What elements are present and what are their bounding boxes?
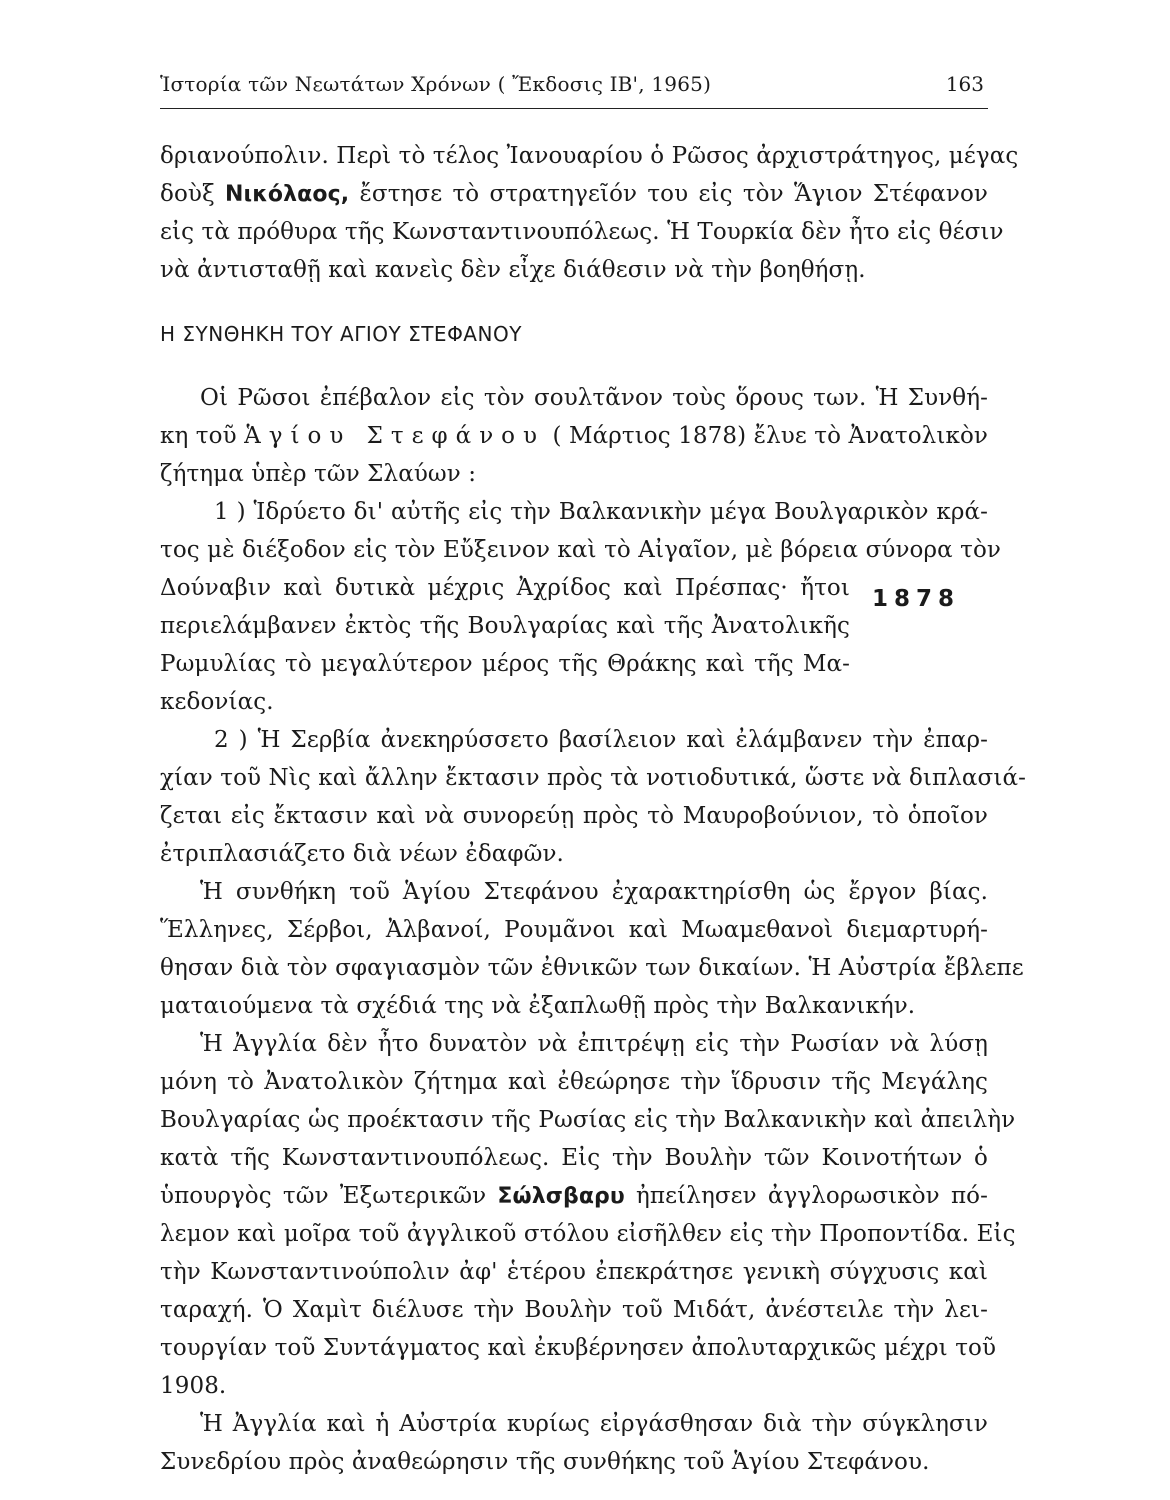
- text-line: Ἕλληνες, Σέρβοι, Ἀλβανοί, Ρουμᾶνοι καὶ Μωαμεθανοὶ διεμαρτυρή-: [160, 917, 988, 943]
- text-line: τὴν Κωνσταντινούπολιν ἀφ' ἑτέρου ἐπεκράτησε γενικὴ σύγχυσις καὶ: [160, 1259, 988, 1285]
- text-line: θησαν διὰ τὸν σφαγιασμὸν τῶν ἐθνικῶν των δικαίων. Ἡ Αὐστρία ἔβλεπε: [160, 955, 1024, 981]
- bold-name-salisbury: Σώλσβαρυ: [497, 1184, 625, 1209]
- text-line: τουργίαν τοῦ Συντάγματος καὶ ἐκυβέρνησεν ἀπολυταρχικῶς μέχρι τοῦ: [160, 1335, 997, 1361]
- text-line: Δούναβιν καὶ δυτικὰ μέχρις Ἀχρίδος καὶ Πρέσπας· ἤτοι: [160, 575, 850, 601]
- text-line: ζεται εἰς ἔκτασιν καὶ νὰ συνορεύῃ πρὸς τὸ Μαυροβούνιον, τὸ ὁποῖον: [160, 803, 988, 829]
- text-line: κη τοῦ Ἁγίου Στεφάνου ( Μάρτιος 1878) ἔλυε τὸ Ἀνατολικὸν: [160, 423, 988, 449]
- text-line: περιελάμβανεν ἐκτὸς τῆς Βουλγαρίας καὶ τῆς Ἀνατολικῆς: [160, 613, 850, 639]
- text-line: μόνη τὸ Ἀνατολικὸν ζήτημα καὶ ἐθεώρησε τὴν ἵδρυσιν τῆς Μεγάλης: [160, 1069, 988, 1095]
- header-rule: [160, 108, 988, 109]
- text-line: Ἡ Ἀγγλία δὲν ἦτο δυνατὸν νὰ ἐπιτρέψῃ εἰς τὴν Ρωσίαν νὰ λύσῃ: [200, 1031, 988, 1057]
- text-line: 1908.: [160, 1373, 227, 1399]
- text-line: ἐτριπλασιάζετο διὰ νέων ἐδαφῶν.: [160, 841, 564, 867]
- text-line: εἰς τὰ πρόθυρα τῆς Κωνσταντινουπόλεως. Ἡ Τουρκία δὲν ἦτο εἰς θέσιν: [160, 219, 1004, 245]
- text-line: ταραχή. Ὁ Χαμὶτ διέλυσε τὴν Βουλὴν τοῦ Μιδάτ, ἀνέστειλε τὴν λει-: [160, 1297, 988, 1323]
- text-line: ματαιούμενα τὰ σχέδιά της νὰ ἐξαπλωθῇ πρὸς τὴν Βαλκανικήν.: [160, 993, 916, 1019]
- text-line: Συνεδρίου πρὸς ἀναθεώρησιν τῆς συνθήκης τοῦ Ἁγίου Στεφάνου.: [160, 1449, 930, 1475]
- margin-year-note: 1878: [872, 586, 961, 612]
- text-line: ὑπουργὸς τῶν Ἐξωτερικῶν Σώλσβαρυ ἠπείλησεν ἀγγλορωσικὸν πό-: [160, 1183, 988, 1209]
- text-line: ζήτημα ὑπὲρ τῶν Σλαύων :: [160, 461, 477, 487]
- text-line: νὰ ἀντισταθῇ καὶ κανεὶς δὲν εἶχε διάθεσιν νὰ τὴν βοηθήσῃ.: [160, 257, 866, 283]
- section-heading: Η ΣΥΝΘΗΚΗ ΤΟΥ ΑΓΙΟΥ ΣΤΕΦΑΝΟΥ: [160, 322, 522, 346]
- text-line: Οἱ Ρῶσοι ἐπέβαλον εἰς τὸν σουλτᾶνον τοὺς ὅρους των. Ἡ Συνθή-: [200, 385, 988, 411]
- text-line: τος μὲ διέξοδον εἰς τὸν Εὔξεινον καὶ τὸ Αἰγαῖον, μὲ βόρεια σύνορα τὸν: [160, 537, 1001, 563]
- text-line: 1 ) Ἱδρύετο δι' αὐτῆς εἰς τὴν Βαλκανικὴν μέγα Βουλγαρικὸν κρά-: [214, 499, 988, 525]
- text-line: Ἡ Ἀγγλία καὶ ἡ Αὐστρία κυρίως εἰργάσθησαν διὰ τὴν σύγκλησιν: [200, 1411, 988, 1437]
- bold-name-nikolaos: Νικόλαος,: [225, 182, 350, 207]
- text-line: Βουλγαρίας ὡς προέκτασιν τῆς Ρωσίας εἰς τὴν Βαλκανικὴν καὶ ἀπειλὴν: [160, 1107, 1016, 1133]
- text-line: δοὺξ Νικόλαος, ἔστησε τὸ στρατηγεῖόν του εἰς τὸν Ἅγιον Στέφανον: [160, 181, 988, 207]
- page-number: 163: [945, 72, 984, 96]
- text-line: κεδονίας.: [160, 689, 274, 715]
- text-line: δριανούπολιν. Περὶ τὸ τέλος Ἰανουαρίου ὁ Ρῶσος ἀρχιστράτηγος, μέγας: [160, 143, 1019, 169]
- spaced-emphasis: Ἁγίου Στεφάνου: [244, 423, 545, 449]
- text-line: Ρωμυλίας τὸ μεγαλύτερον μέρος τῆς Θράκης καὶ τῆς Μα-: [160, 651, 850, 677]
- text-line: λεμον καὶ μοῖρα τοῦ ἀγγλικοῦ στόλου εἰσῆλθεν εἰς τὴν Προποντίδα. Εἰς: [160, 1221, 1016, 1247]
- text-line: 2 ) Ἡ Σερβία ἀνεκηρύσσετο βασίλειον καὶ ἐλάμβανεν τὴν ἐπαρ-: [214, 727, 988, 753]
- text-line: Ἡ συνθήκη τοῦ Ἁγίου Στεφάνου ἐχαρακτηρίσθη ὡς ἔργον βίας.: [200, 879, 988, 905]
- running-header: [160, 72, 988, 102]
- text-line: κατὰ τῆς Κωνσταντινουπόλεως. Εἰς τὴν Βουλὴν τῶν Κοινοτήτων ὁ: [160, 1145, 988, 1171]
- text-line: χίαν τοῦ Νὶς καὶ ἄλλην ἔκτασιν πρὸς τὰ νοτιοδυτικά, ὥστε νὰ διπλασιά-: [160, 765, 1026, 791]
- header-title: Ἱστορία τῶν Νεωτάτων Χρόνων ( Ἔκδοσις ΙΒ', 1965): [160, 72, 712, 96]
